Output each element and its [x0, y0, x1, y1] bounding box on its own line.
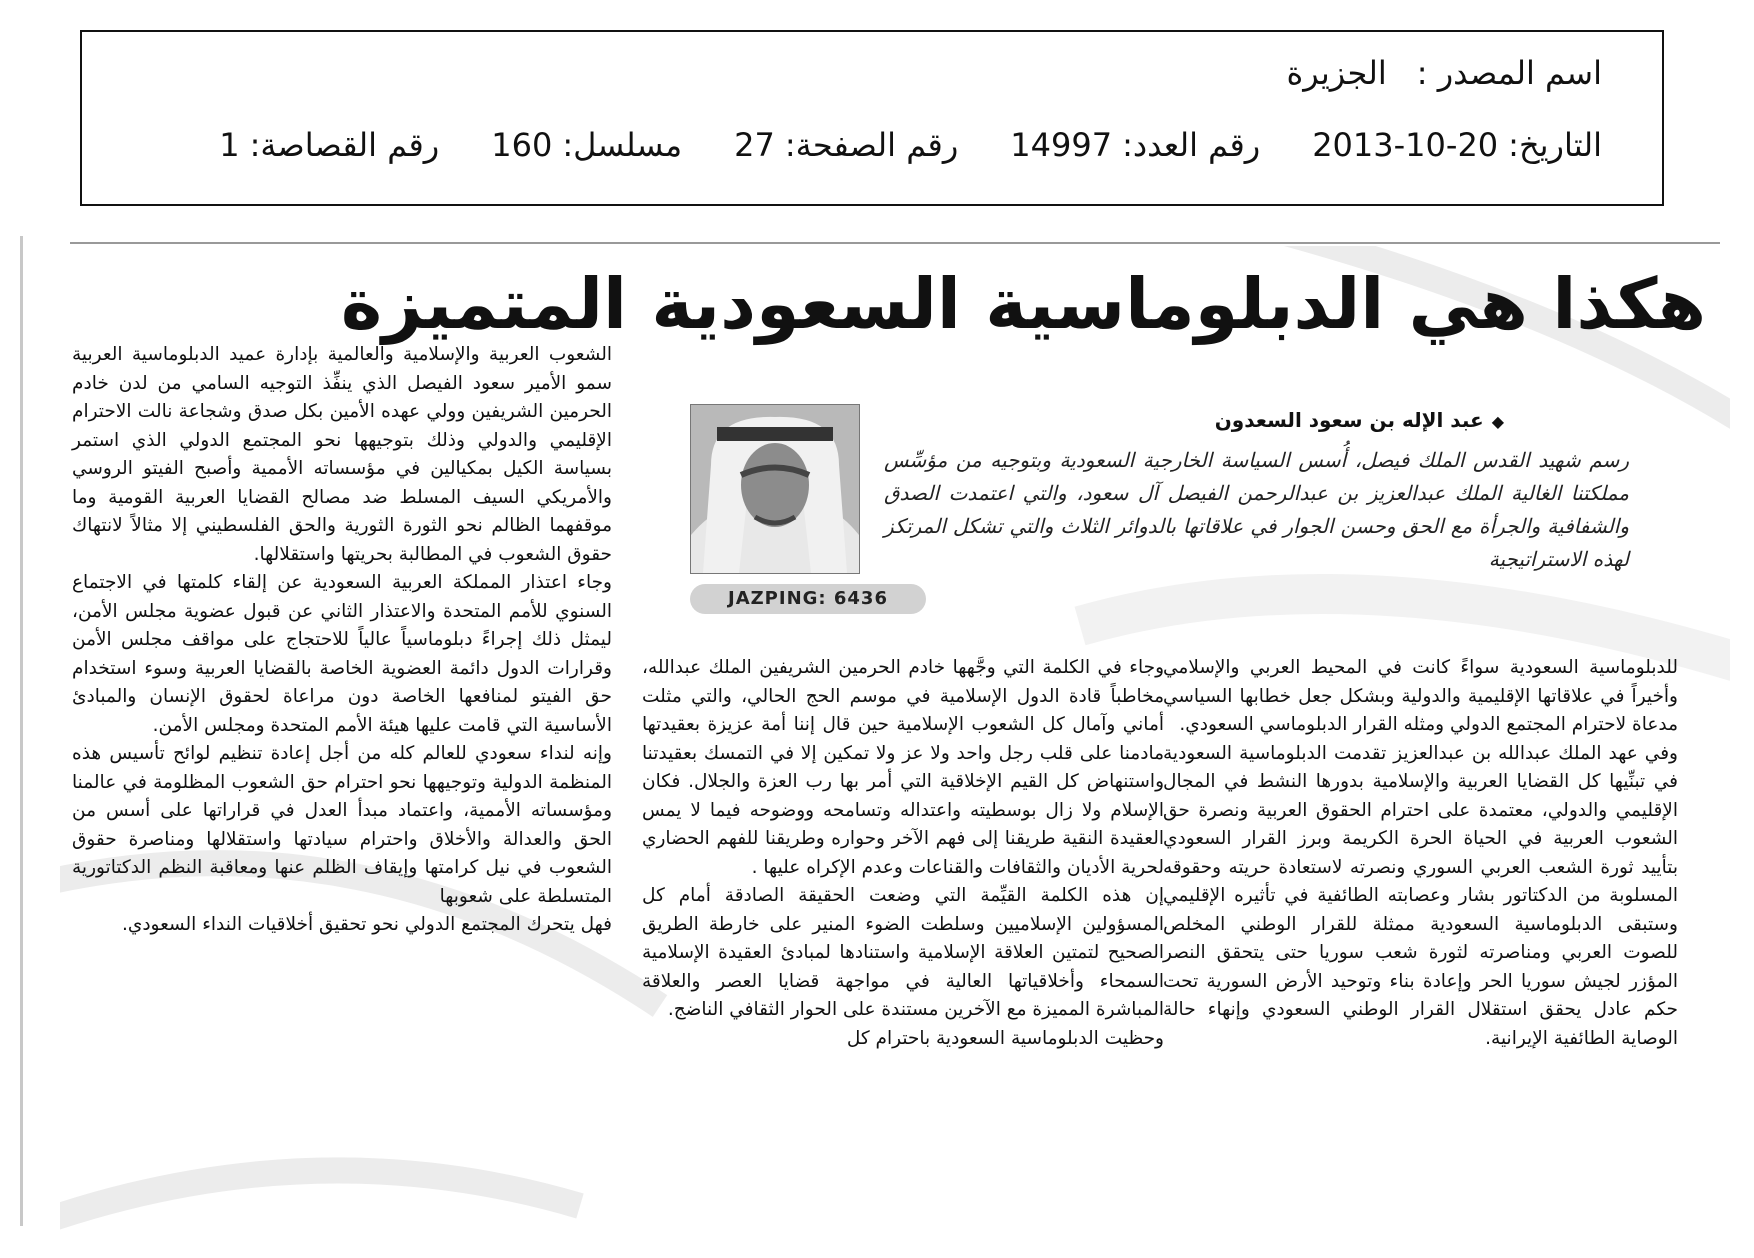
paragraph: الشعوب العربية والإسلامية والعالمية بإدارة عميد الدبلوماسية العربية سمو الأمير سعود الفيصل الذي ينفِّذ التوجيه السامي من لدن خادم الحرمين الشريفين وولي عهده الأمين بكل صدق وشجاعة نالت الاحترام الإقليمي والدولي وذلك بتوجيهها نحو المجتمع الدولي الذي استمر بسياسة الكيل بمكيالين في مؤسساته الأممية وأصبح الفيتو الروسي والأمريكي السيف المسلط ضد مصالح القضايا العربية القومية وما موقفهما الظالم نحو الثورة الثورية والحق الفلسطيني إلا مثالاً لانتهاك حقوق الشعوب في المطالبة بحريتها واستقلالها.	[72, 344, 612, 565]
author-name: عبد الإله بن سعود السعدون	[1214, 408, 1484, 432]
article-column-left	[72, 341, 612, 940]
top-rule	[70, 242, 1720, 244]
paragraph: وجاء في الكلمة التي وجَّهها خادم الحرمين الشريفين الملك عبدالله، مخاطباً قادة الدول الإسلامية في موسم الحج الحالي، والتي مثلت أماني وآمال كل الشعوب الإسلامية حين قال إننا أمة عزيزة بعقيدتها مادمنا على قلب رجل واحد ولا عز ولا تمكين إلا في التمسك بعقيدتنا واستنهاض كل القيم الإخلاقية التي أمر بها رب العزة والجلال. فكان الإسلام ولا زال بوسطيته واعتداله وتسامحه ووضوحه فيما لا يمس العقيدة النقية طريقنا إلى فهم الآخر وحواره وطريقنا للفهم الحضاري لحرية الأديان والثقافات والقناعات وعدم الإكراه عليها .	[642, 657, 1164, 878]
page-value: 27	[734, 126, 775, 164]
paragraph: إن هذه الكلمة القيِّمة التي وضعت الحقيقة الصادقة أمام كل المسؤولين الإسلاميين وسلطت الضوء المنير على خارطة الطريق الصحيح لتمتين العلاقة الإسلامية واستنادها لمبادئ العقيدة الإسلامية السمحاء وأخلاقياتها العالية في مواجهة قضايا العصر والعلاقة المباشرة المميزة مع الآخرين مستندة على الحوار الثقافي الناضج.	[642, 885, 1164, 1020]
serial-label: مسلسل:	[562, 126, 683, 164]
author-byline	[1215, 408, 1504, 432]
paragraph: فهل يتحرك المجتمع الدولي نحو تحقيق أخلاقيات النداء السعودي.	[121, 914, 612, 935]
author-photo	[690, 404, 860, 574]
issue-label: رقم العدد:	[1122, 126, 1261, 164]
source-row	[1234, 54, 1602, 92]
source-info-box	[80, 30, 1664, 206]
issue-value: 14997	[1010, 126, 1113, 164]
metadata-row	[167, 126, 1602, 164]
paragraph: وفي عهد الملك عبدالله بن عبدالعزيز تقدمت الدبلوماسية السعودية في تبنِّيها كل القضايا العربية والإسلامية بدورها النشط في المجال الإقليمي والدولي، معتمدة على احترام الحقوق العربية ونصرة حق الشعوب العربية في الحياة الحرة الكريمة وبرز القرار السعودي بتأييد ثورة الشعب العربي السوري ونصرته لاستعادة حريته وحقوقه المسلوبة من الدكتاتور بشار وعصابته الطائفية في تأثيره الإقليمي وستبقى الدبلوماسية السعودية ممثلة للقرار الوطني المخلص للصوت العربي ومناصرته لثورة شعب سوريا حتى يتحقق النصر المؤزر لجيش سوريا الحر وإعادة بناء وتوحيد الأرض السورية تحت حكم عادل يحقق استقلال القرار الوطني السعودي وإنهاء حالة الوصاية الطائفية الإيرانية.	[1163, 742, 1678, 1049]
source-label: اسم المصدر :	[1416, 54, 1602, 92]
clipping-value: 1	[219, 126, 240, 164]
article-column-right	[1163, 654, 1678, 1053]
article-headline: هكذا هي الدبلوماسية السعودية المتميزة	[340, 263, 1706, 345]
serial-value: 160	[491, 126, 553, 164]
diamond-bullet-icon: ◆	[1491, 412, 1504, 431]
paragraph: وحظيت الدبلوماسية السعودية باحترام كل	[846, 1027, 1164, 1049]
article-column-middle	[642, 654, 1164, 1053]
article-intro: رسم شهيد القدس الملك فيصل، أُسس السياسة الخارجية السعودية وبتوجيه من مؤسِّس مملكتنا الغالية الملك عبدالعزيز بن عبدالرحمن الفيصل آل سعود، والتي اعتمدت الصدق والشفافية والجرأة مع الحق وحسن الجوار في علاقاتها بالدوائر الثلاث والتي تشكل المرتكز لهذه الاستراتيجية	[884, 448, 1629, 571]
photo-code-badge: JAZPING: 6436	[690, 584, 926, 614]
clipping-label: رقم القصاصة:	[249, 126, 440, 164]
source-value: الجزيرة	[1286, 54, 1387, 92]
date-label: التاريخ:	[1508, 126, 1602, 164]
paragraph: وإنه لنداء سعودي للعالم كله من أجل إعادة تنظيم لوائح تأسيس هذه المنظمة الدولية وتوجيهها نحو احترام حق الشعوب المظلومة في عالمنا ومؤسساته الأممية، واعتماد مبدأ العدل في قراراتها على أسس من الحق والعدالة والأخلاق واحترام سيادتها واستقلالها ومناصرة حقوق الشعوب في نيل كرامتها وإيقاف الظلم عنها ومعاقبة النظم الدكتاتورية المتسلطة على شعوبها	[72, 743, 612, 907]
paragraph: للدبلوماسية السعودية سواءً كانت في المحيط العربي والإسلامي وأخيراً في علاقاتها الإقليمية والدولية وبشكل جعل خطابها السياسي مدعاة لاحترام المجتمع الدولي ومثله القرار الدبلوماسي السعودي.	[1163, 657, 1678, 735]
newspaper-clipping	[20, 236, 1734, 1258]
date-value: 2013-10-20	[1312, 126, 1499, 164]
clipping-left-edge	[20, 236, 23, 1226]
page-label: رقم الصفحة:	[784, 126, 959, 164]
paragraph: وجاء اعتذار المملكة العربية السعودية عن إلقاء كلمتها في الاجتماع السنوي للأمم المتحدة والاعتذار الثاني عن قبول عضوية مجلس الأمن، ليمثل ذلك إجراءً دبلوماسياً عالياً للاحتجاج على مواقف مجلس الأمن وقرارات الدول دائمة العضوية الخاصة بالقضايا العربية وسوء استخدام حق الفيتو لمنافعها الخاصة دون مراعاة لحقوق الإنسان والمبادئ الأساسية التي قامت عليها هيئة الأمم المتحدة ومجلس الأمن.	[72, 572, 612, 736]
